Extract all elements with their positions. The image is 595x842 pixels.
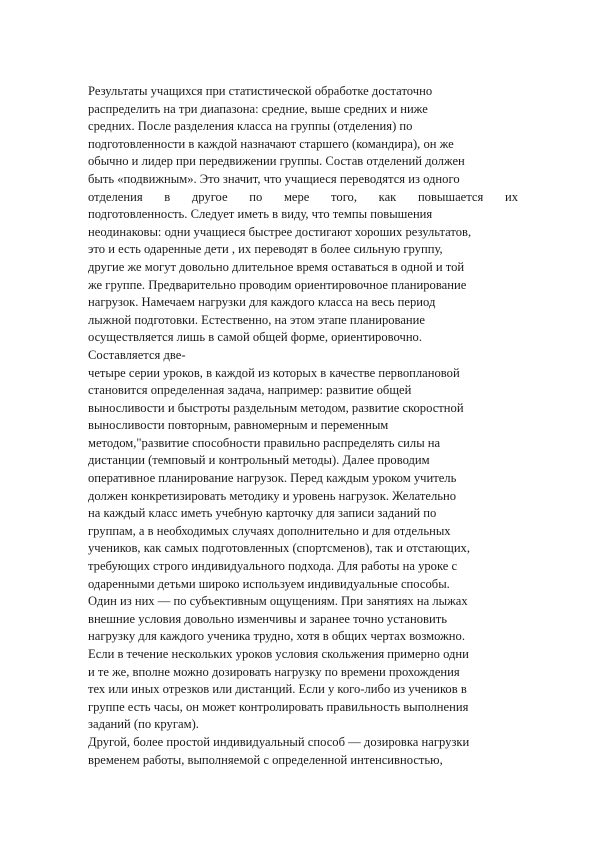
text-line: четыре серии уроков, в каждой из которых в качестве первоплановой [88,365,460,380]
text-line: и те же, вполне можно дозировать нагрузку по времени прохождения [88,664,460,679]
text-line: Другой, более простой индивидуальный способ — дозировка нагрузки [88,734,470,749]
text-line: требующих строго индивидуального подхода. Для работы на уроке с [88,559,458,574]
document-body [88,83,518,769]
text-line: неодинаковы: одни учащиеся быстрее достигают хороших результатов, [88,224,472,239]
text-line: распределить на три диапазона: средние, выше средних и ниже [88,101,428,116]
text-line: другие же могут довольно длительное время оставаться в одной и той [88,259,465,274]
text-line: внешние условия довольно изменчивы и заранее точно установить [88,611,447,626]
text-line: должен конкретизировать методику и уровень нагрузок. Желательно [88,488,457,503]
text-line: методом,"развитие способности правильно распределять силы на [88,435,441,450]
text-line: осуществляется лишь в самой общей форме, ориентировочно. [88,330,423,345]
text-line: дистанции (темповый и контрольный методы). Далее проводим [88,453,430,468]
text-line: становится определенная задача, например: развитие общей [88,383,412,398]
text-line: тех или иных отрезков или дистанций. Если у кого-либо из учеников в [88,682,467,697]
text-line: выносливости повторным, равномерным и переменным [88,418,389,433]
text-line: Если в течение нескольких уроков условия скольжения примерно одни [88,647,469,661]
text-line: подготовленности в каждой назначают старшего (командира), он же [88,136,454,151]
text-line: средних. После разделения класса на группы (отделения) по [88,119,413,134]
text-line: нагрузку для каждого ученика трудно, хотя в общих чертах возможно. [88,629,465,644]
text-line: оперативное планирование нагрузок. Перед каждым уроком учитель [88,471,457,486]
text-line: Составляется две- [88,347,186,362]
text-line: лыжной подготовки. Естественно, на этом этапе планирование [88,312,425,327]
text-line: временем работы, выполняемой с определенной интенсивностью, [88,752,443,767]
text-line: заданий (по кругам). [88,717,199,732]
text-line: это и есть одаренные дети , их переводят в более сильную группу, [88,242,443,257]
text-line: быть «подвижным». Это значит, что учащиеся переводятся из одного [88,171,460,186]
text-line: нагрузок. Намечаем нагрузки для каждого класса на весь период [88,295,436,310]
text-line: Результаты учащихся при статистической обработке достаточно [88,84,433,98]
text-line: обычно и лидер при передвижении группы. Состав отделений должен [88,154,465,169]
text-line: Один из них — по субъективным ощущениям. При занятиях на лыжах [88,594,468,609]
text-line: группам, а в необходимых случаях дополнительно и для отдельных [88,523,451,538]
text-line: же группе. Предварительно проводим ориентировочное планирование [88,277,467,292]
text-line: на каждый класс иметь учебную карточку для записи заданий по [88,506,437,521]
text-line: группе есть часы, он может контролировать правильность выполнения [88,699,469,714]
text-line: подготовленность. Следует иметь в виду, что темпы повышения [88,207,433,222]
text-line: учеников, как самых подготовленных (спортсменов), так и отстающих, [88,541,470,556]
text-line: одаренными детьми широко используем индивидуальные способы. [88,576,450,591]
text-line: выносливости и быстроты раздельным методом, развитие скоростной [88,400,464,415]
text-line: отделения в другое по мере того, как повышается их [88,189,518,204]
